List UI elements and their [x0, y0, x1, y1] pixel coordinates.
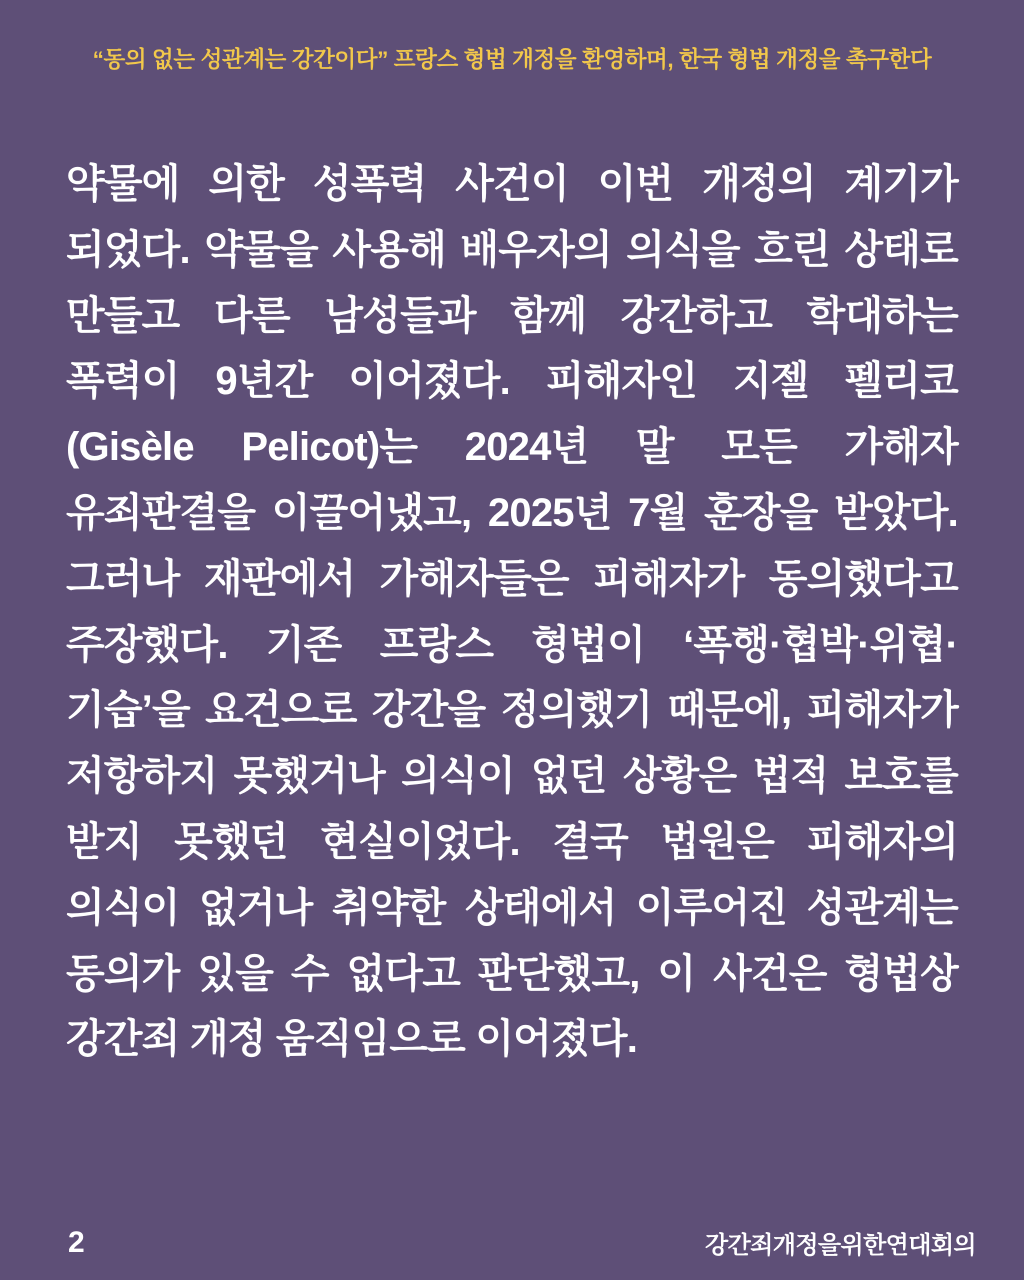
page-title: “동의 없는 성관계는 강간이다” 프랑스 형법 개정을 환영하며, 한국 형법 개정을 촉구한다: [92, 47, 932, 72]
card-header: [0, 0, 1024, 108]
card-body: [0, 108, 1024, 1184]
card-footer: [0, 1184, 1024, 1280]
body-paragraph: 약물에 의한 성폭력 사건이 이번 개정의 계기가 되었다. 약물을 사용해 배우자의 의식을 흐린 상태로 만들고 다른 남성들과 함께 강간하고 학대하는 폭력이 9년간 이어졌다. 피해자인 지젤 펠리코(Gisèle Pelicot)는 2024년 말 모든 가해자 유죄판결을 이끌어냈고, 2025년 7월 훈장을 받았다. 그러나 재판에서 가해자들은 피해자가 동의했다고 주장했다. 기존 프랑스 형법이 ‘폭행·협박·위협·기습’을 요건으로 강간을 정의했기 때문에, 피해자가 저항하지 못했거나 의식이 없던 상황은 법적 보호를 받지 못했던 현실이었다. 결국 법원은 피해자의 의식이 없거나 취약한 상태에서 이루어진 성관계는 동의가 있을 수 없다고 판단했고, 이 사건은 형법상 강간죄 개정 움직임으로 이어졌다.: [66, 162, 958, 1062]
organization-name: 강간죄개정을위한연대회의: [704, 1232, 976, 1259]
page-number: 2: [68, 1226, 85, 1259]
